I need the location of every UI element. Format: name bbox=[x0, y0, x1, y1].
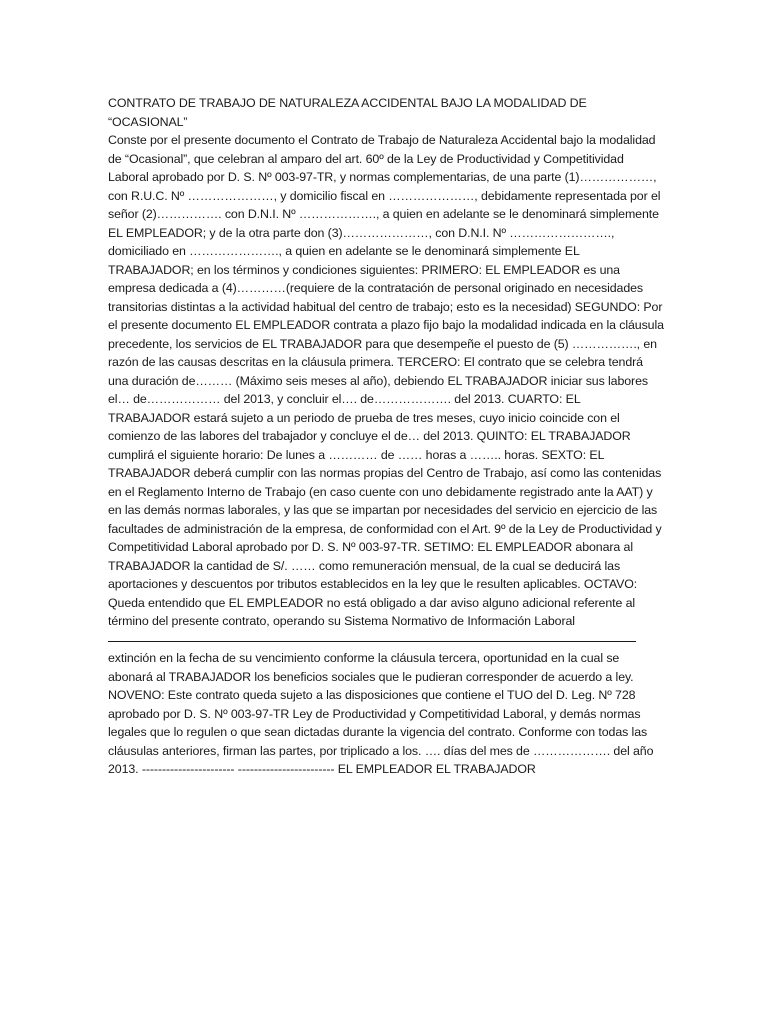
document-page bbox=[108, 94, 664, 779]
contract-body-part2: extinción en la fecha de su vencimiento conforme la cláusula tercera, oportunidad en la cual se abonará al TRABAJADOR los beneficios sociales que le pudieran corresponder de acuerdo a ley. NOVENO: Este contrato queda sujeto a las disposiciones que contiene el TUO del D. Leg. Nº 728 aprobado por D. S. Nº 003-97-TR Ley de Productividad y Competitividad Laboral, y demás normas legales que lo regulen o que sean dictadas durante la vigencia del contrato. Conforme con todas las cláusulas anteriores, firman las partes, por triplicado a los. …. días del mes de ………………. del año 2013. ----------------------- ------------------------ EL EMPLEADOR EL TRABAJADOR bbox=[108, 651, 654, 776]
document-title: CONTRATO DE TRABAJO DE NATURALEZA ACCIDENTAL BAJO LA MODALIDAD DE “OCASIONAL” bbox=[108, 96, 587, 129]
separator-line bbox=[108, 631, 664, 650]
contract-body-part1: Conste por el presente documento el Contrato de Trabajo de Naturaleza Accidental bajo la modalidad de “Ocasional”, que celebran al amparo del art. 60º de la Ley de Productividad y Competitividad Laboral aprobado por D. S. Nº 003-97-TR, y normas complementarias, de una parte (1)………………, con R.U.C. Nº …………………, y domicilio fiscal en …………………, debidamente representada por el señor (2)……………. con D.N.I. Nº ………………., a quien en adelante se le denominará simplemente EL EMPLEADOR; y de la otra parte don (3)…………………, con D.N.I. Nº ……………………., domiciliado en …………………., a quien en adelante se le denominará simplemente EL TRABAJADOR; en los términos y condiciones siguientes: PRIMERO: EL EMPLEADOR es una empresa dedicada a (4)…………(requiere de la contratación de personal originado en necesidades transitorias distintas a la actividad habitual del centro de trabajo; esto es la necesidad) SEGUNDO: Por el presente documento EL EMPLEADOR contrata a plazo fijo bajo la modalidad indicada en la cláusula precedente, los servicios de EL TRABAJADOR para que desempeñe el puesto de (5) ……………., en razón de las causas descritas en la cláusula primera. TERCERO: El contrato que se celebra tendrá una duración de……… (Máximo seis meses al año), debiendo EL TRABAJADOR iniciar sus labores el… de……………… del 2013, y concluir el…. de………………. del 2013. CUARTO: EL TRABAJADOR estará sujeto a un periodo de prueba de tres meses, cuyo inicio coincide con el comienzo de las labores del trabajador y concluye el de… del 2013. QUINTO: EL TRABAJADOR cumplirá el siguiente horario: De lunes a ………… de …… horas a …….. horas. SEXTO: EL TRABAJADOR deberá cumplir con las normas propias del Centro de Trabajo, así como las contenidas en el Reglamento Interno de Trabajo (en caso cuente con uno debidamente registrado ante la AAT) y en las demás normas laborales, y las que se impartan por necesidades del servicio en ejercicio de las facultades de administración de la empresa, de conformidad con el Art. 9º de la Ley de Productividad y Competitividad Laboral aprobado por D. S. Nº 003-97-TR. SETIMO: EL EMPLEADOR abonara al TRABAJADOR la cantidad de S/. …… como remuneración mensual, de la cual se deducirá las aportaciones y descuentos por tributos establecidos en la ley que le resulten aplicables. OCTAVO: Queda entendido que EL EMPLEADOR no está obligado a dar aviso alguno adicional referente al término del presente contrato, operando su Sistema Normativo de Información Laboral bbox=[108, 133, 664, 628]
